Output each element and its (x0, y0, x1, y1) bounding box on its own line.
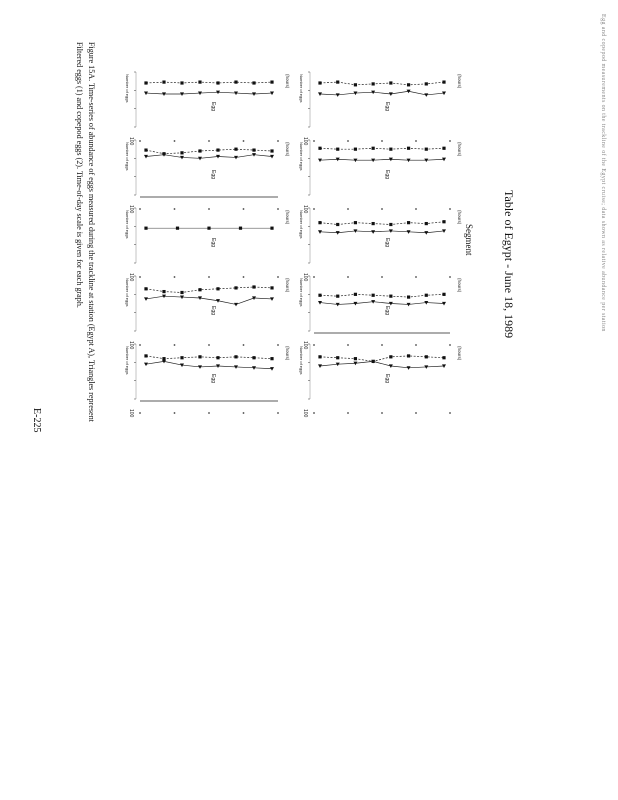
data-point-square (372, 82, 375, 85)
data-point-square (198, 288, 201, 291)
data-point-square (389, 223, 392, 226)
data-point-square (216, 287, 219, 290)
data-point-square (270, 80, 273, 83)
panel-top-label: Egg (384, 238, 390, 247)
data-point-square (252, 148, 255, 151)
panel-top-label: Egg (384, 102, 390, 111)
page-subtitle: Segment (464, 224, 474, 256)
time-tick (139, 344, 141, 346)
data-point-square (180, 81, 183, 84)
page-number: E-225 (31, 408, 42, 433)
time-tick (313, 276, 315, 278)
figure-caption-line1: Figure 15A. Time-series of abundance of eggs measured during the trackline at station (Egypt A), Triangles represent (87, 42, 96, 422)
panel-corner-label: 100 (302, 341, 308, 350)
time-tick (277, 276, 279, 278)
time-tick (243, 344, 245, 346)
data-point-square (180, 291, 183, 294)
data-point-square (425, 82, 428, 85)
panel-corner-label: 100 (128, 273, 134, 282)
time-tick (347, 276, 349, 278)
panel-top-label: Egg (210, 374, 216, 383)
data-point-square (176, 227, 179, 230)
time-tick (277, 208, 279, 210)
time-tick (174, 344, 176, 346)
data-point-square (318, 294, 321, 297)
data-point-square (407, 295, 410, 298)
time-tick (381, 208, 383, 210)
data-point-square (207, 227, 210, 230)
panel-top-label: Egg (384, 170, 390, 179)
data-point-square (234, 286, 237, 289)
time-tick (449, 208, 451, 210)
panel-corner-label: 100 (302, 205, 308, 214)
data-point-square (162, 357, 165, 360)
time-tick (381, 140, 383, 142)
data-point-square (425, 355, 428, 358)
axis-label: Number of eggs (299, 142, 304, 171)
data-point-triangle (144, 363, 148, 367)
data-point-square (354, 83, 357, 86)
time-tick (243, 412, 245, 414)
data-point-square (372, 222, 375, 225)
time-tick (243, 208, 245, 210)
data-point-square (144, 354, 147, 357)
axis-label: Number of eggs (299, 74, 304, 103)
panel-top-label: Egg (210, 102, 216, 111)
time-tick (277, 344, 279, 346)
time-tick (139, 412, 141, 414)
data-point-square (354, 293, 357, 296)
data-point-square (407, 147, 410, 150)
data-point-square (234, 355, 237, 358)
time-axis-end-label: (hours) (457, 142, 462, 157)
figure-caption-line2: Filtered eggs (1) and copepod eggs (2). Time-of-day scale is given for each graph. (75, 42, 84, 308)
data-point-square (336, 148, 339, 151)
axis-label: Number of eggs (125, 74, 130, 103)
time-tick (381, 412, 383, 414)
data-point-square (354, 221, 357, 224)
time-tick (174, 140, 176, 142)
time-tick (139, 276, 141, 278)
data-point-square (372, 147, 375, 150)
time-tick (347, 140, 349, 142)
data-point-square (318, 355, 321, 358)
data-point-square (216, 81, 219, 84)
data-point-square (270, 357, 273, 360)
data-point-square (336, 356, 339, 359)
data-point-square (336, 80, 339, 83)
time-tick (381, 344, 383, 346)
data-point-square (442, 293, 445, 296)
data-point-square (198, 80, 201, 83)
data-point-square (442, 356, 445, 359)
time-tick (347, 208, 349, 210)
data-point-square (198, 149, 201, 152)
data-point-square (425, 148, 428, 151)
data-point-square (354, 357, 357, 360)
data-point-square (252, 81, 255, 84)
data-point-square (144, 148, 147, 151)
time-tick (381, 276, 383, 278)
time-axis-end-label: (hours) (285, 278, 290, 293)
data-point-square (180, 356, 183, 359)
data-point-square (389, 148, 392, 151)
data-point-square (318, 147, 321, 150)
time-tick (415, 344, 417, 346)
data-point-square (407, 354, 410, 357)
data-point-square (336, 295, 339, 298)
axis-label: Number of eggs (299, 210, 304, 239)
data-point-square (144, 227, 147, 230)
data-point-square (144, 81, 147, 84)
data-point-square (318, 221, 321, 224)
time-tick (415, 412, 417, 414)
data-point-square (442, 147, 445, 150)
time-tick (449, 276, 451, 278)
axis-label: Number of eggs (125, 210, 130, 239)
data-point-square (389, 81, 392, 84)
data-point-square (336, 223, 339, 226)
data-point-triangle (144, 297, 148, 301)
data-point-square (162, 80, 165, 83)
data-point-square (389, 355, 392, 358)
data-point-square (442, 220, 445, 223)
time-tick (243, 276, 245, 278)
time-tick (313, 208, 315, 210)
time-axis-end-label: (hours) (457, 278, 462, 293)
time-tick (347, 344, 349, 346)
time-tick (243, 140, 245, 142)
data-point-square (372, 294, 375, 297)
axis-label: Number of eggs (125, 346, 130, 375)
panel-corner-label: 100 (302, 409, 308, 418)
panel-corner-label: 100 (128, 205, 134, 214)
time-tick (415, 140, 417, 142)
time-tick (208, 412, 210, 414)
panel-top-label: Egg (210, 170, 216, 179)
time-tick (208, 276, 210, 278)
time-tick (277, 140, 279, 142)
time-tick (208, 208, 210, 210)
data-point-square (239, 227, 242, 230)
data-point-square (270, 227, 273, 230)
time-tick (174, 276, 176, 278)
data-point-triangle (234, 303, 238, 307)
data-point-square (318, 81, 321, 84)
time-tick (208, 344, 210, 346)
time-tick (139, 140, 141, 142)
margin-note: Egg and copepod measurements on the trackline of the Egypt cruise; data shown as relative abundance per station (600, 14, 606, 332)
axis-label: Number of eggs (299, 278, 304, 307)
data-point-square (442, 80, 445, 83)
time-axis-end-label: (hours) (285, 74, 290, 89)
data-point-square (425, 294, 428, 297)
panel-corner-label: 100 (128, 341, 134, 350)
data-point-square (216, 148, 219, 151)
panel-corner-label: 100 (128, 137, 134, 146)
time-axis-end-label: (hours) (457, 210, 462, 225)
panel-top-label: Egg (384, 374, 390, 383)
panel-corner-label: 100 (128, 409, 134, 418)
time-axis-end-label: (hours) (285, 346, 290, 361)
time-tick (313, 412, 315, 414)
time-tick (347, 412, 349, 414)
panel-top-label: Egg (384, 306, 390, 315)
time-tick (449, 344, 451, 346)
time-tick (139, 208, 141, 210)
time-axis-end-label: (hours) (457, 346, 462, 361)
time-tick (415, 208, 417, 210)
data-point-square (234, 80, 237, 83)
time-tick (415, 276, 417, 278)
data-point-square (389, 295, 392, 298)
data-point-square (234, 148, 237, 151)
time-axis-end-label: (hours) (285, 210, 290, 225)
data-point-square (407, 221, 410, 224)
data-point-square (252, 285, 255, 288)
time-tick (174, 412, 176, 414)
time-axis-end-label: (hours) (285, 142, 290, 157)
data-point-square (270, 286, 273, 289)
data-point-square (354, 148, 357, 151)
data-point-square (162, 290, 165, 293)
data-point-square (144, 287, 147, 290)
panel-top-label: Egg (210, 306, 216, 315)
time-tick (313, 140, 315, 142)
time-tick (449, 140, 451, 142)
time-axis-end-label: (hours) (457, 74, 462, 89)
panel-corner-label: 100 (302, 273, 308, 282)
time-tick (208, 140, 210, 142)
page-title: Table of Egypt - June 18, 1989 (502, 190, 516, 339)
data-point-square (425, 222, 428, 225)
axis-label: Number of eggs (125, 142, 130, 171)
data-point-square (252, 356, 255, 359)
time-tick (449, 412, 451, 414)
time-tick (174, 208, 176, 210)
time-tick (313, 344, 315, 346)
data-point-square (180, 151, 183, 154)
time-tick (277, 412, 279, 414)
panel-corner-label: 100 (302, 137, 308, 146)
data-point-square (216, 356, 219, 359)
axis-label: Number of eggs (299, 346, 304, 375)
panel-top-label: Egg (210, 238, 216, 247)
axis-label: Number of eggs (125, 278, 130, 307)
data-point-square (407, 83, 410, 86)
data-point-square (270, 149, 273, 152)
data-point-square (198, 355, 201, 358)
